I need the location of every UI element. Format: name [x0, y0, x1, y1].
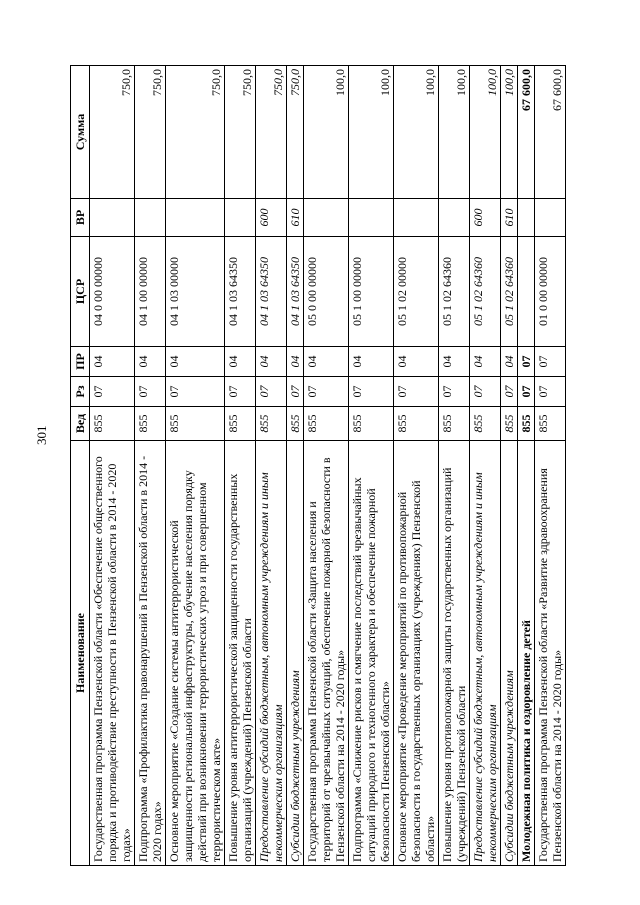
cell-rz: 07: [135, 377, 166, 407]
cell-pr: 07: [518, 347, 535, 377]
cell-pr: 04: [90, 347, 135, 377]
cell-sum: 100,0: [394, 66, 439, 199]
cell-pr: 04: [349, 347, 394, 377]
table-body: [90, 66, 566, 866]
cell-vr: [535, 199, 566, 237]
cell-vr: [225, 199, 256, 237]
table-row: [166, 66, 225, 866]
table-row: [225, 66, 256, 866]
cell-sum: 100,0: [470, 66, 501, 199]
table-row: [518, 66, 535, 866]
cell-ved: 855: [135, 407, 166, 441]
cell-name: Субсидии бюджетным учреждениям: [501, 441, 518, 866]
header-sum: Сумма: [71, 66, 90, 199]
cell-pr: 04: [166, 347, 225, 377]
header-csr: ЦСР: [71, 237, 90, 347]
cell-rz: 07: [470, 377, 501, 407]
cell-csr: [518, 237, 535, 347]
cell-rz: 07: [90, 377, 135, 407]
cell-csr: 04 0 00 00000: [90, 237, 135, 347]
cell-sum: 750,0: [256, 66, 287, 199]
cell-csr: 05 1 02 64360: [501, 237, 518, 347]
cell-csr: 05 0 00 00000: [304, 237, 349, 347]
table-row: [439, 66, 470, 866]
cell-rz: 07: [518, 377, 535, 407]
cell-pr: 04: [225, 347, 256, 377]
cell-ved: 855: [349, 407, 394, 441]
cell-sum: 100,0: [349, 66, 394, 199]
cell-name: Предоставление субсидий бюджетным, автономным учреждениям и иным некоммерческим организациям: [256, 441, 287, 866]
cell-ved: 855: [518, 407, 535, 441]
cell-rz: 07: [287, 377, 304, 407]
cell-pr: 04: [304, 347, 349, 377]
table-row: [135, 66, 166, 866]
cell-ved: 855: [439, 407, 470, 441]
cell-rz: 07: [304, 377, 349, 407]
cell-rz: 07: [225, 377, 256, 407]
table-header-row: [71, 66, 90, 866]
cell-ved: 855: [225, 407, 256, 441]
cell-sum: 750,0: [166, 66, 225, 199]
header-name: Наименование: [71, 441, 90, 866]
table-row: [304, 66, 349, 866]
cell-rz: 07: [501, 377, 518, 407]
cell-vr: [166, 199, 225, 237]
cell-vr: [439, 199, 470, 237]
table-row: [535, 66, 566, 866]
cell-name: Государственная программа Пензенской области «Защита населения и территорий от чрезвычайных ситуаций, обеспечение пожарной безопасности в Пензенской области на 2014 - 2020 годы»: [304, 441, 349, 866]
cell-name: Основное мероприятие «Проведение мероприятий по противопожарной безопасности в государственных организациях (учреждениях) Пензенской области»: [394, 441, 439, 866]
cell-vr: [394, 199, 439, 237]
cell-vr: [518, 199, 535, 237]
cell-vr: 610: [287, 199, 304, 237]
cell-sum: 100,0: [439, 66, 470, 199]
cell-pr: 04: [470, 347, 501, 377]
cell-name: Предоставление субсидий бюджетным, автономным учреждениям и иным некоммерческим организациям: [470, 441, 501, 866]
cell-csr: 05 1 02 64360: [470, 237, 501, 347]
cell-sum: 750,0: [225, 66, 256, 199]
cell-name: Подпрограмма «Снижение рисков и смягчение последствий чрезвычайных ситуаций природного и техногенного характера и обеспечение пожарной безопасности Пензенской области»: [349, 441, 394, 866]
table-row: [470, 66, 501, 866]
cell-sum: 67 600,0: [518, 66, 535, 199]
cell-ved: 855: [256, 407, 287, 441]
cell-sum: 750,0: [287, 66, 304, 199]
cell-name: Повышение уровня антитеррористической защищенности государственных организаций (учреждений) Пензенской области: [225, 441, 256, 866]
cell-csr: 04 1 03 64350: [256, 237, 287, 347]
cell-vr: [135, 199, 166, 237]
cell-vr: 610: [501, 199, 518, 237]
header-vr: ВР: [71, 199, 90, 237]
cell-sum: 750,0: [135, 66, 166, 199]
cell-ved: 855: [470, 407, 501, 441]
cell-pr: 04: [287, 347, 304, 377]
cell-vr: [349, 199, 394, 237]
cell-csr: 04 1 03 64350: [287, 237, 304, 347]
cell-rz: 07: [439, 377, 470, 407]
cell-csr: 05 1 02 64360: [439, 237, 470, 347]
table-row: [501, 66, 518, 866]
cell-vr: [90, 199, 135, 237]
table-row: [394, 66, 439, 866]
cell-csr: 05 1 02 00000: [394, 237, 439, 347]
table-row: [287, 66, 304, 866]
table-row: [90, 66, 135, 866]
budget-table: [70, 65, 566, 866]
rotated-table-container: [70, 66, 564, 866]
cell-rz: 07: [535, 377, 566, 407]
page-number: 301: [34, 425, 49, 445]
cell-pr: 04: [439, 347, 470, 377]
cell-ved: 855: [287, 407, 304, 441]
cell-rz: 07: [256, 377, 287, 407]
cell-name: Подпрограмма «Профилактика правонарушений в Пензенской области в 2014 - 2020 годах»: [135, 441, 166, 866]
cell-name: Государственная программа Пензенской области «Развитие здравоохранения Пензенской области на 2014 - 2020 годы»: [535, 441, 566, 866]
cell-sum: 67 600,0: [535, 66, 566, 199]
cell-rz: 07: [394, 377, 439, 407]
cell-name: Субсидии бюджетным учреждениям: [287, 441, 304, 866]
cell-ved: 855: [394, 407, 439, 441]
header-ved: Вед: [71, 407, 90, 441]
header-pr: ПР: [71, 347, 90, 377]
cell-name: Основное мероприятие «Создание системы антитеррористической защищенности региональной инфраструктуры, обучение населения порядку действий при возникновении террористических угроз и при совершенном террористическом акте»: [166, 441, 225, 866]
cell-ved: 855: [166, 407, 225, 441]
cell-sum: 750,0: [90, 66, 135, 199]
cell-rz: 07: [349, 377, 394, 407]
cell-vr: 600: [470, 199, 501, 237]
cell-pr: 04: [394, 347, 439, 377]
cell-rz: 07: [166, 377, 225, 407]
cell-ved: 855: [90, 407, 135, 441]
table-row: [349, 66, 394, 866]
cell-vr: 600: [256, 199, 287, 237]
cell-name: Государственная программа Пензенской области «Обеспечение общественного порядка и противодействие преступности в Пензенской области в 2014 - 2020 годах»: [90, 441, 135, 866]
header-rz: Рз: [71, 377, 90, 407]
cell-csr: 04 1 00 00000: [135, 237, 166, 347]
cell-csr: 04 1 03 64350: [225, 237, 256, 347]
cell-name: Молодежная политика и оздоровление детей: [518, 441, 535, 866]
cell-pr: 04: [135, 347, 166, 377]
cell-csr: 04 1 03 00000: [166, 237, 225, 347]
cell-pr: 07: [535, 347, 566, 377]
cell-vr: [304, 199, 349, 237]
cell-ved: 855: [304, 407, 349, 441]
cell-name: Повышение уровня противопожарной защиты государственных организаций (учреждений) Пензенской области: [439, 441, 470, 866]
cell-csr: 05 1 00 00000: [349, 237, 394, 347]
cell-ved: 855: [501, 407, 518, 441]
table-row: [256, 66, 287, 866]
cell-csr: 01 0 00 00000: [535, 237, 566, 347]
cell-pr: 04: [501, 347, 518, 377]
cell-sum: 100,0: [501, 66, 518, 199]
cell-pr: 04: [256, 347, 287, 377]
cell-sum: 100,0: [304, 66, 349, 199]
cell-ved: 855: [535, 407, 566, 441]
